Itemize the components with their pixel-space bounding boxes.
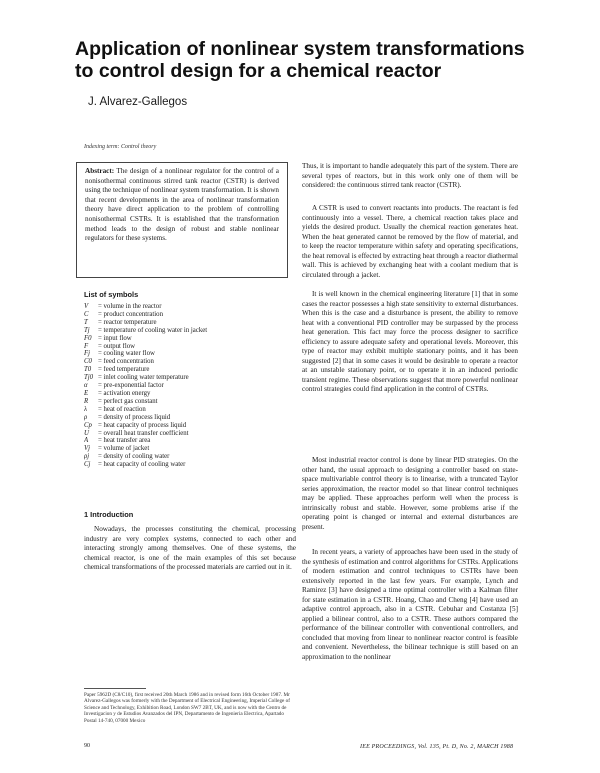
symbol-desc: = heat transfer area: [98, 437, 151, 445]
paper-title: Application of nonlinear system transformations to control design for a chemical reactor: [75, 38, 525, 82]
symbol-desc: = perfect gas constant: [98, 397, 158, 405]
symbol-row: [84, 350, 294, 358]
body-paragraph: It is well known in the chemical engineering literature [1] that in some cases the reactor possesses a high state sensitivity to external disturbances. When this is the case and a disturbance is present, the ability to remove heat with a conventional PID controller may be surpassed by the process heat generation. This fact may force the process designer to sacrifice efficiency to assure adequate safety and operational levels. Moreover, this type of reactor may exhibit multiple stationary points, and it has been suggested [2] that in some cases it would be desirable to operate a reactor at an unstable stationary point, or to operate it in an induced periodic transient regime. These observations suggest that more powerful nonlinear control strategies could find application in the control of CSTRs.: [302, 290, 518, 394]
abstract-box: [76, 162, 288, 278]
symbol: Vj: [84, 445, 91, 453]
symbol-row: [84, 398, 294, 406]
symbol: ρ: [84, 413, 88, 421]
symbol: T0: [84, 366, 92, 374]
symbol-desc: = inlet cooling water temperature: [98, 374, 189, 382]
symbol: F0: [84, 334, 92, 342]
symbol-desc: = reactor temperature: [98, 318, 157, 326]
symbol-row: [84, 382, 294, 390]
symbol: Cj: [84, 461, 91, 469]
symbol-row: [84, 366, 294, 374]
symbol: T: [84, 318, 88, 326]
symbol-row: [84, 327, 294, 335]
symbol-desc: = overall heat transfer coefficient: [98, 429, 189, 437]
symbol: C0: [84, 358, 92, 366]
symbol: A: [84, 437, 89, 445]
symbol-desc: = output flow: [98, 342, 136, 350]
symbols-list: [84, 303, 294, 469]
symbol-desc: = feed temperature: [98, 366, 150, 374]
symbol: Cp: [84, 421, 92, 429]
symbol: α: [84, 382, 88, 390]
symbol: λ: [84, 405, 87, 413]
symbol: E: [84, 389, 89, 397]
symbol-row: [84, 319, 294, 327]
symbol-row: [84, 374, 294, 382]
symbol-desc: = volume of jacket: [98, 445, 150, 453]
body-paragraph: Thus, it is important to handle adequately this part of the system. There are several types of reactors, but in this work only one of them will be considered: the continuous stirred tank reactor (CSTR).: [302, 162, 518, 190]
footnote: Paper 5962D (C8/C10), first received 20th March 1986 and in revised form 16th October 1987. Mr Alvarez-Gallegos was formerly with the Department of Electrical Engineering, Imperial College of Science and Technology, Exhibition Road, London SW7 2BT, UK, and is now with the Centro de Investigacion y de Estudios Avanzados del IPN, Departamento de Ingenieria Electrica, Apartado Postal 14-740, 07000 Mexico: [84, 692, 290, 724]
symbol-desc: = input flow: [98, 334, 132, 342]
abstract-text: The design of a nonlinear regulator for the control of a nonisothermal continuous stirred tank reactor (CSTR) is derived using the technique of nonlinear system transformation. It is shown that recent developments in the area of nonlinear transformation theory have direct application to the problem of controlling nonisothermal CSTRs. It is established that the transformation method leads to the design of robust and stable nonlinear regulators for these systems.: [85, 167, 279, 243]
symbol-desc: = temperature of cooling water in jacket: [98, 326, 208, 334]
intro-heading: 1 Introduction: [84, 510, 134, 519]
symbol-row: [84, 430, 294, 438]
abstract-label: Abstract:: [85, 167, 115, 175]
symbol: U: [84, 429, 89, 437]
intro-paragraph: Nowadays, the processes constituting the chemical, processing industry are very complex systems, connected to each other and interacting strongly among themselves. One of these systems, the chemical reactor, is one of the main examples of this set because chemical transformations of the processed materials are carried out in it.: [84, 525, 296, 572]
symbols-heading: List of symbols: [84, 290, 139, 299]
symbol-desc: = product concentration: [98, 310, 163, 318]
body-paragraph: In recent years, a variety of approaches have been used in the study of the synthesis of estimation and control algorithms for CSTRs. Applications of modern estimation and control techniques to CSTRs have been extensively reported in the last few years. For example, Lynch and Ramirez [3] have designed a time optimal controller with a Kalman filter for state estimation in a CSTR. Hoang, Chao and Cheng [4] have used an adaptive control approach, also in a CSTR. Cebuhar and Costanza [5] applied a bilinear control, also to a CSTR. These authors compared the performance of the bilinear controller with conventional controllers, and concluded that moving from linear to nonlinear reactor control is feasible and convenient. Nevertheless, the bilinear technique is still based on an approximation to the nonlinear: [302, 548, 518, 662]
symbol-desc: = heat of reaction: [98, 405, 146, 413]
indexing-terms: Indexing term: Control theory: [84, 144, 157, 150]
page-number: 90: [84, 743, 90, 749]
journal-citation: IEE PROCEEDINGS, Vol. 135, Pt. D, No. 2, MARCH 1988: [360, 744, 514, 750]
symbol-row: [84, 422, 294, 430]
symbol: F: [84, 342, 89, 350]
symbol-desc: = density of process liquid: [98, 413, 171, 421]
symbol: Fj: [84, 350, 91, 358]
symbol-desc: = heat capacity of cooling water: [98, 461, 186, 469]
symbol-row: [84, 343, 294, 351]
footnote-rule: [84, 688, 146, 689]
symbol-desc: = pre-exponential factor: [98, 382, 164, 390]
symbol-row: [84, 335, 294, 343]
symbol-desc: = heat capacity of process liquid: [98, 421, 187, 429]
symbol: V: [84, 303, 89, 310]
symbol-row: [84, 311, 294, 319]
symbol: Tj: [84, 326, 90, 334]
body-paragraph: A CSTR is used to convert reactants into products. The reactant is fed continuously into a vessel. There, a chemical reaction takes place and yields the desired product. Usually the chemical reaction generates heat. When the heat generated cannot be removed by the flow of material, and to keep the reactor temperature within safety and operating specifications, the heat removal is effected by extracting heat through a reactor diathermal wall. This is achieved by exchanging heat with a coolant medium that is circulated through a jacket.: [302, 204, 518, 279]
symbol-row: [84, 358, 294, 366]
body-paragraph: Most industrial reactor control is done by linear PID strategies. On the other hand, the usual approach to designing a controller based on state-space multivariable control theory is to linearise, with a truncated Taylor series approximation, the reactor model so that linear control techniques may be applied. These approaches perform well when the process is intrinsically robust and stable. However, some problems arise if the operating point is changed or internal and external disturbances are present.: [302, 456, 518, 531]
symbol-row: [84, 390, 294, 398]
symbol-row: [84, 453, 294, 461]
symbol: Tj0: [84, 374, 94, 382]
symbol-row: [84, 437, 294, 445]
symbol-row: [84, 461, 294, 469]
symbol-desc: = cooling water flow: [98, 350, 155, 358]
symbol-row: [84, 303, 294, 311]
symbol-desc: = feed concentration: [98, 358, 154, 366]
symbol-desc: = volume in the reactor: [98, 303, 162, 310]
symbol: C: [84, 310, 89, 318]
symbol-row: [84, 406, 294, 414]
symbol: R: [84, 397, 89, 405]
symbol-desc: = activation energy: [98, 389, 151, 397]
symbol: ρj: [84, 453, 90, 461]
author-name: J. Alvarez-Gallegos: [88, 96, 188, 108]
symbol-desc: = density of cooling water: [98, 453, 170, 461]
symbol-row: [84, 445, 294, 453]
symbol-row: [84, 414, 294, 422]
